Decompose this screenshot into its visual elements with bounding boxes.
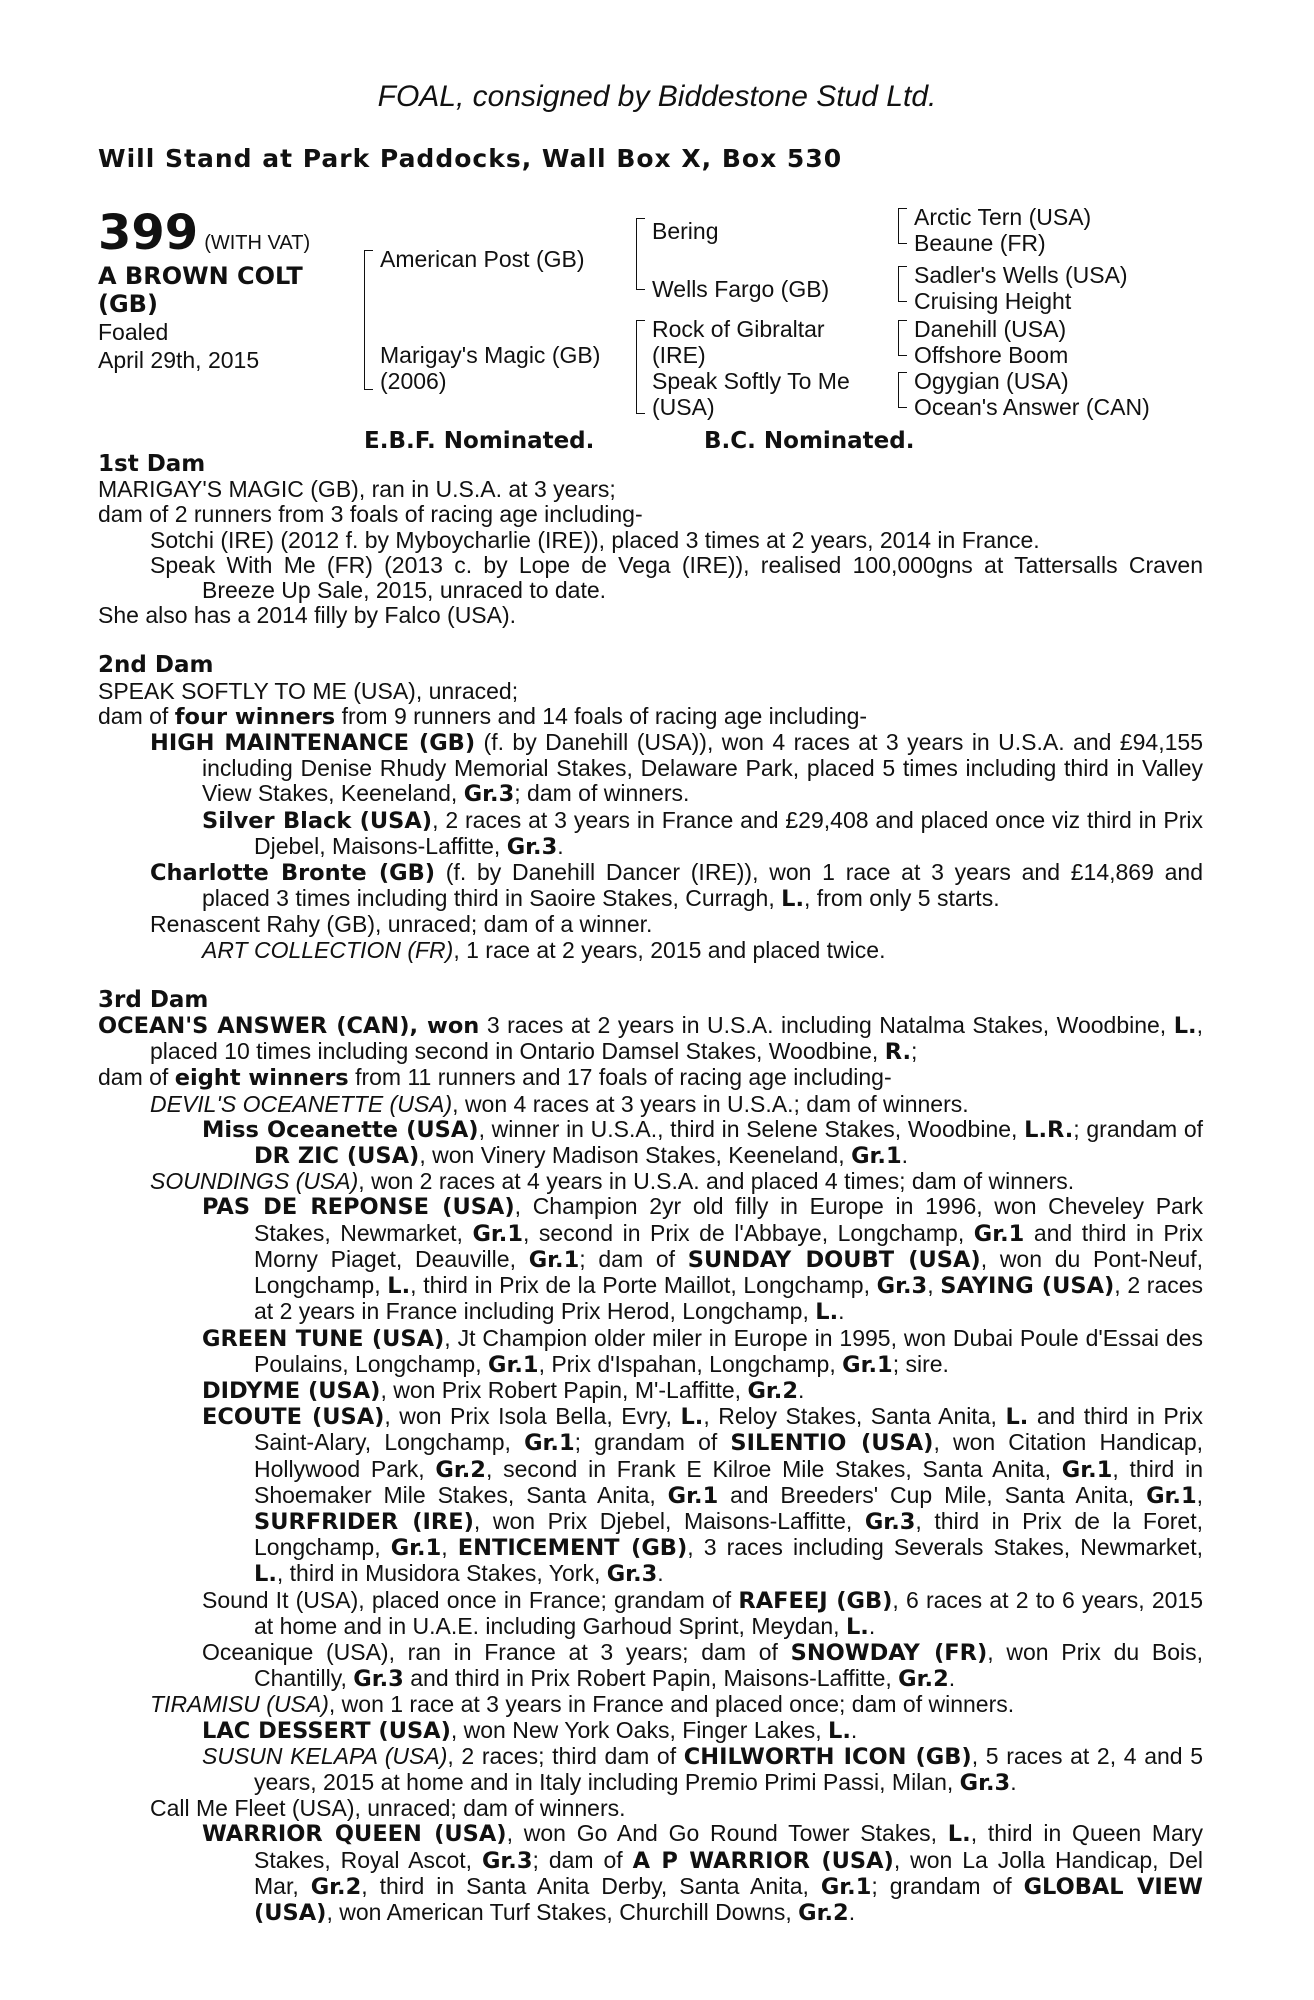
second-dam-heading: 2nd Dam [98, 652, 214, 679]
stabling-line: Will Stand at Park Paddocks, Wall Box X, Box 530 [98, 144, 843, 173]
produce-charlotte-bronte: Charlotte Bronte (GB) (f. by Danehill Dancer (IRE)), won 1 race at 3 years and £14,869 and placed 3 times including third in Saoire Stakes, Curragh, L., from only 5 starts. [150, 859, 1204, 913]
first-dam-heading: 1st Dam [98, 451, 206, 477]
produce-sotchi: Sotchi (IRE) (2012 f. by Myboycharlie (IRE)), placed 3 times at 2 years, 2014 in France. [150, 526, 1040, 553]
second-dam-line: SPEAK SOFTLY TO ME (USA), unraced; [98, 677, 519, 704]
ped-ds2: (IRE) [652, 342, 706, 368]
produce-oceanique: Oceanique (USA), ran in France at 3 years; dam of SNOWDAY (FR), won Prix du Bois, Chantilly, Gr.3 and third in Prix Robert Papin, Maisons-Laffitte, Gr.2. [202, 1638, 1204, 1693]
ebf-nominated: E.B.F. Nominated. [364, 428, 595, 454]
ped-ss: Bering [652, 218, 719, 244]
produce-silver-black: Silver Black (USA), 2 races at 3 years in France and £29,408 and placed once viz third in Prix Djebel, Maisons-Laffitte, Gr.3. [202, 806, 1203, 860]
produce-lac-dessert: LAC DESSERT (USA), won New York Oaks, Finger Lakes, L.. [202, 1716, 858, 1744]
foaled-label: Foaled [98, 319, 169, 345]
ped-dd: Speak Softly To Me [652, 368, 850, 394]
second-dam-produce: dam of four winners from 9 runners and 14 foals of racing age including- [98, 702, 868, 730]
brace-dam-parents [636, 320, 645, 414]
ped-ddd: Ocean's Answer (CAN) [914, 394, 1150, 420]
produce-ecoute: ECOUTE (USA), won Prix Isola Bella, Evry, L., Reloy Stakes, Santa Anita, L. and third in Prix Saint-Alary, Longchamp, Gr.1; grandam of SILENTIO (USA), won Citation Handicap, Hollywood Park, Gr.2, second in Frank E Kilroe Mile Stakes, Santa Anita, Gr.1, third in Shoemaker Mile Stakes, Santa Anita, Gr.1 and Breeders' Cup Mile, Santa Anita, Gr.1, SURFRIDER (IRE), won Prix Djebel, Maisons-Laffitte, Gr.3, third in Prix de la Foret, Longchamp, Gr.1, ENTICEMENT (GB), 3 races including Severals Stakes, Newmarket, L., third in Musidora Stakes, York, Gr.3. [202, 1403, 1204, 1588]
ped-sdd: Cruising Height [914, 288, 1072, 314]
brace-gen3-1 [898, 208, 907, 244]
lot-description: A BROWN COLT (GB) [98, 262, 303, 318]
third-dam-produce: dam of eight winners from 11 runners and 17 foals of racing age including- [98, 1064, 892, 1092]
produce-warrior-queen: WARRIOR QUEEN (USA), won Go And Go Round Tower Stakes, L., third in Queen Mary Stakes, Royal Ascot, Gr.3; dam of A P WARRIOR (USA), won La Jolla Handicap, Del Mar, Gr.2, third in Santa Anita Derby, Santa Anita, Gr.1; grandam of GLOBAL VIEW (USA), won American Turf Stakes, Churchill Downs, Gr.2. [202, 1820, 1204, 1926]
foaled-block [98, 318, 259, 374]
third-dam-line: OCEAN'S ANSWER (CAN), won 3 races at 2 years in U.S.A. including Natalma Stakes, Woodbine, L., placed 10 times including second in Ontario Damsel Stakes, Woodbine, R.; [98, 1012, 1203, 1066]
produce-soundings: SOUNDINGS (USA), won 2 races at 4 years in U.S.A. and placed 4 times; dam of winners. [150, 1168, 1075, 1195]
produce-renascent-rahy: Renascent Rahy (GB), unraced; dam of a winner. [150, 911, 653, 938]
produce-miss-oceanette: Miss Oceanette (USA), winner in U.S.A., third in Selene Stakes, Woodbine, L.R.; grandam of DR ZIC (USA), won Vinery Madison Stakes, Keeneland, Gr.1. [202, 1115, 1204, 1170]
third-dam-heading: 3rd Dam [98, 986, 209, 1013]
produce-didyme: DIDYME (USA), won Prix Robert Papin, M'-Laffitte, Gr.2. [202, 1376, 805, 1404]
produce-pas-de-reponse: PAS DE REPONSE (USA), Champion 2yr old filly in Europe in 1996, won Cheveley Park Stakes, Newmarket, Gr.1, second in Prix de l'Abbaye, Longchamp, Gr.1 and third in Prix Morny Piaget, Deauville, Gr.1; dam of SUNDAY DOUBT (USA), won du Pont-Neuf, Longchamp, L., third in Prix de la Porte Maillot, Longchamp, Gr.3, SAYING (USA), 2 races at 2 years in France including Prix Herod, Longchamp, L.. [202, 1193, 1204, 1326]
produce-high-maintenance: HIGH MAINTENANCE (GB) (f. by Danehill (USA)), won 4 races at 3 years in U.S.A. and £94,155 including Denise Rhudy Memorial Stakes, Delaware Park, placed 5 times including third in Valley View Stakes, Keeneland, Gr.3; dam of winners. [150, 729, 1203, 808]
ped-sire: American Post (GB) [380, 246, 585, 272]
ped-dss: Danehill (USA) [914, 316, 1067, 342]
lot-number-block [98, 205, 310, 261]
ped-sds: Sadler's Wells (USA) [914, 262, 1128, 288]
first-dam-produce: dam of 2 runners from 3 foals of racing age including- [98, 501, 643, 528]
produce-sound-it: Sound It (USA), placed once in France; grandam of RAFEEJ (GB), 6 races at 2 to 6 years, 2015 at home and in U.A.E. including Garhoud Sprint, Meydan, L.. [202, 1586, 1203, 1640]
ped-dsd: Offshore Boom [914, 342, 1069, 368]
ped-dds: Ogygian (USA) [914, 368, 1069, 394]
first-dam-line: MARIGAY'S MAGIC (GB), ran in U.S.A. at 3 years; [98, 476, 616, 503]
produce-tiramisu: TIRAMISU (USA), won 1 race at 3 years in France and placed once; dam of winners. [150, 1691, 1015, 1718]
foaled-date: April 29th, 2015 [98, 347, 260, 373]
ped-dd2: (USA) [652, 394, 715, 420]
produce-2014-filly: She also has a 2014 filly by Falco (USA). [98, 602, 517, 629]
ped-sss: Arctic Tern (USA) [914, 204, 1092, 230]
brace-sire-parents [636, 218, 645, 290]
brace-gen3-3 [898, 320, 907, 356]
dam-records [98, 452, 1203, 1926]
produce-call-me-fleet: Call Me Fleet (USA), unraced; dam of winners. [150, 1795, 626, 1822]
produce-art-collection: ART COLLECTION (FR), 1 race at 2 years, 2015 and placed twice. [202, 936, 886, 963]
consignor-line: FOAL, consigned by Biddestone Stud Ltd. [377, 80, 937, 113]
ped-dam-year: (2006) [380, 368, 447, 394]
ped-dam: Marigay's Magic (GB) [380, 342, 601, 368]
brace-gen3-2 [898, 266, 907, 302]
ped-ds: Rock of Gibraltar [652, 316, 825, 342]
produce-susun-kelapa: SUSUN KELAPA (USA), 2 races; third dam of CHILWORTH ICON (GB), 5 races at 2, 4 and 5 years, 2015 at home and in Italy including Premio Primi Passi, Milan, Gr.3. [202, 1742, 1204, 1796]
lot-number: 399 [98, 205, 199, 261]
brace-gen3-4 [898, 372, 907, 408]
vat-note: (WITH VAT) [204, 232, 311, 254]
ped-sd: Wells Fargo (GB) [652, 276, 830, 302]
brace-sire-dam [364, 250, 373, 390]
produce-green-tune: GREEN TUNE (USA), Jt Champion older miler in Europe in 1995, won Dubai Poule d'Essai des Poulains, Longchamp, Gr.1, Prix d'Ispahan, Longchamp, Gr.1; sire. [202, 1324, 1203, 1378]
ped-ssd: Beaune (FR) [914, 230, 1046, 256]
bc-nominated: B.C. Nominated. [704, 428, 915, 454]
produce-devils-oceanette: DEVIL'S OCEANETTE (USA), won 4 races at 3 years in U.S.A.; dam of winners. [150, 1090, 969, 1117]
produce-speak-with-me: Speak With Me (FR) (2013 c. by Lope de Vega (IRE)), realised 100,000gns at Tattersalls Craven Breeze Up Sale, 2015, unraced to date. [150, 551, 1203, 604]
